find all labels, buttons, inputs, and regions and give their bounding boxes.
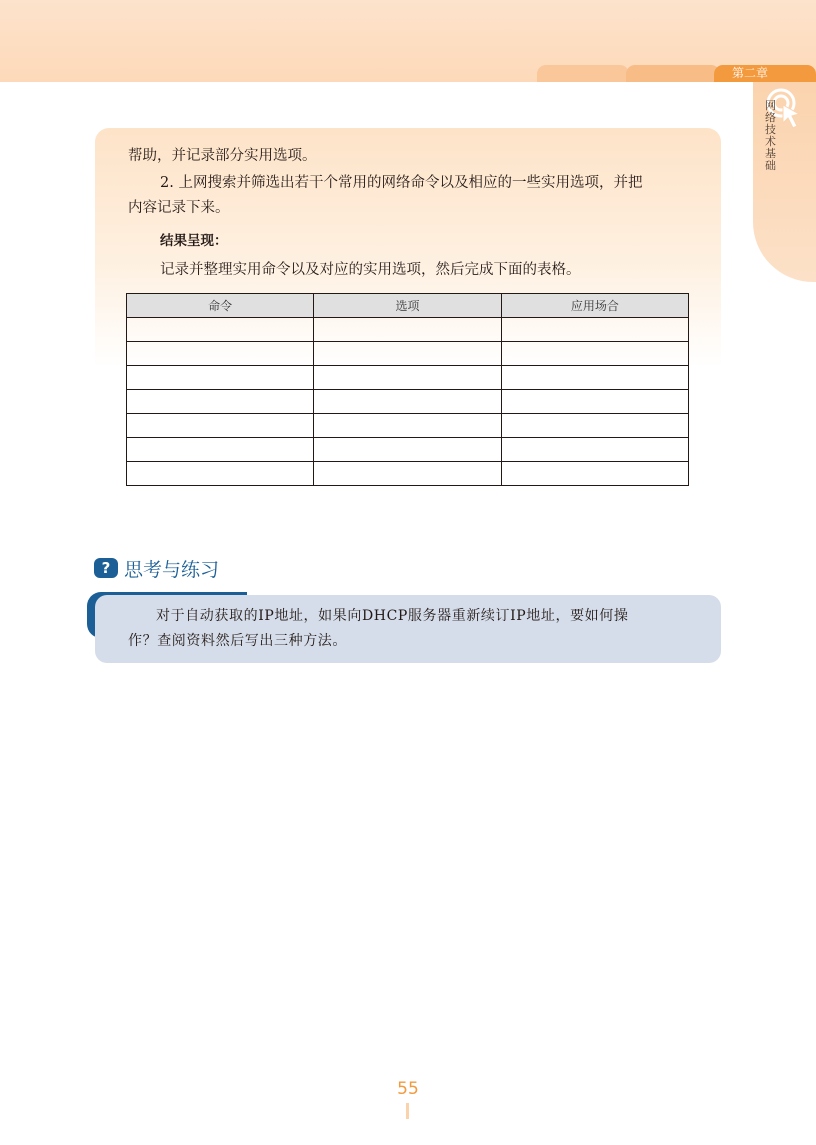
table-cell[interactable] (314, 438, 501, 462)
table-cell[interactable] (127, 438, 314, 462)
table-cell[interactable] (127, 318, 314, 342)
table-cell[interactable] (314, 390, 501, 414)
command-table (126, 293, 689, 486)
table-row (127, 318, 689, 342)
side-title: 网络技术基础 (765, 99, 776, 172)
table-cell[interactable] (127, 366, 314, 390)
page-number: 55 (397, 1079, 419, 1099)
table-row (127, 438, 689, 462)
header-usage: 应用场合 (501, 294, 688, 318)
table-row (127, 366, 689, 390)
table-cell[interactable] (501, 390, 688, 414)
table-cell[interactable] (501, 414, 688, 438)
activity-line-3: 内容记录下来。 (128, 200, 230, 216)
chapter-tab-active[interactable] (714, 65, 816, 82)
table-header-row (127, 294, 689, 318)
exercise-text (128, 604, 694, 654)
table-cell[interactable] (501, 318, 688, 342)
table-row (127, 390, 689, 414)
table-cell[interactable] (314, 366, 501, 390)
table-cell[interactable] (501, 366, 688, 390)
table-cell[interactable] (314, 414, 501, 438)
chapter-tabs (0, 65, 816, 82)
exercise-line-2: 作？查阅资料然后写出三种方法。 (128, 633, 347, 649)
question-icon: ? (94, 558, 118, 578)
activity-line-2: 2. 上网搜索并筛选出若干个常用的网络命令以及相应的一些实用选项，并把 (160, 175, 643, 191)
result-label: 结果呈现： (160, 233, 228, 249)
activity-line-1: 帮助，并记录部分实用选项。 (128, 148, 317, 164)
table-cell[interactable] (314, 342, 501, 366)
header-option: 选项 (314, 294, 501, 318)
chapter-tab-inactive-1[interactable] (537, 65, 629, 82)
table-cell[interactable] (314, 318, 501, 342)
table-cell[interactable] (127, 390, 314, 414)
table-cell[interactable] (127, 462, 314, 486)
chapter-label: 第二章 (732, 66, 769, 80)
table-row (127, 342, 689, 366)
table-cell[interactable] (501, 462, 688, 486)
table-cell[interactable] (127, 414, 314, 438)
table-cell[interactable] (127, 342, 314, 366)
exercise-heading (94, 555, 219, 581)
page-marker (406, 1103, 409, 1119)
header-command: 命令 (127, 294, 314, 318)
table-cell[interactable] (501, 438, 688, 462)
exercise-line-1: 对于自动获取的IP地址，如果向DHCP服务器重新续订IP地址，要如何操 (156, 608, 629, 624)
exercise-title: 思考与练习 (124, 558, 220, 581)
side-chapter-tab (753, 82, 816, 282)
table-cell[interactable] (314, 462, 501, 486)
table-row (127, 462, 689, 486)
table-row (127, 414, 689, 438)
chapter-tab-inactive-2[interactable] (626, 65, 720, 82)
result-text: 记录并整理实用命令以及对应的实用选项，然后完成下面的表格。 (160, 262, 581, 278)
table-cell[interactable] (501, 342, 688, 366)
